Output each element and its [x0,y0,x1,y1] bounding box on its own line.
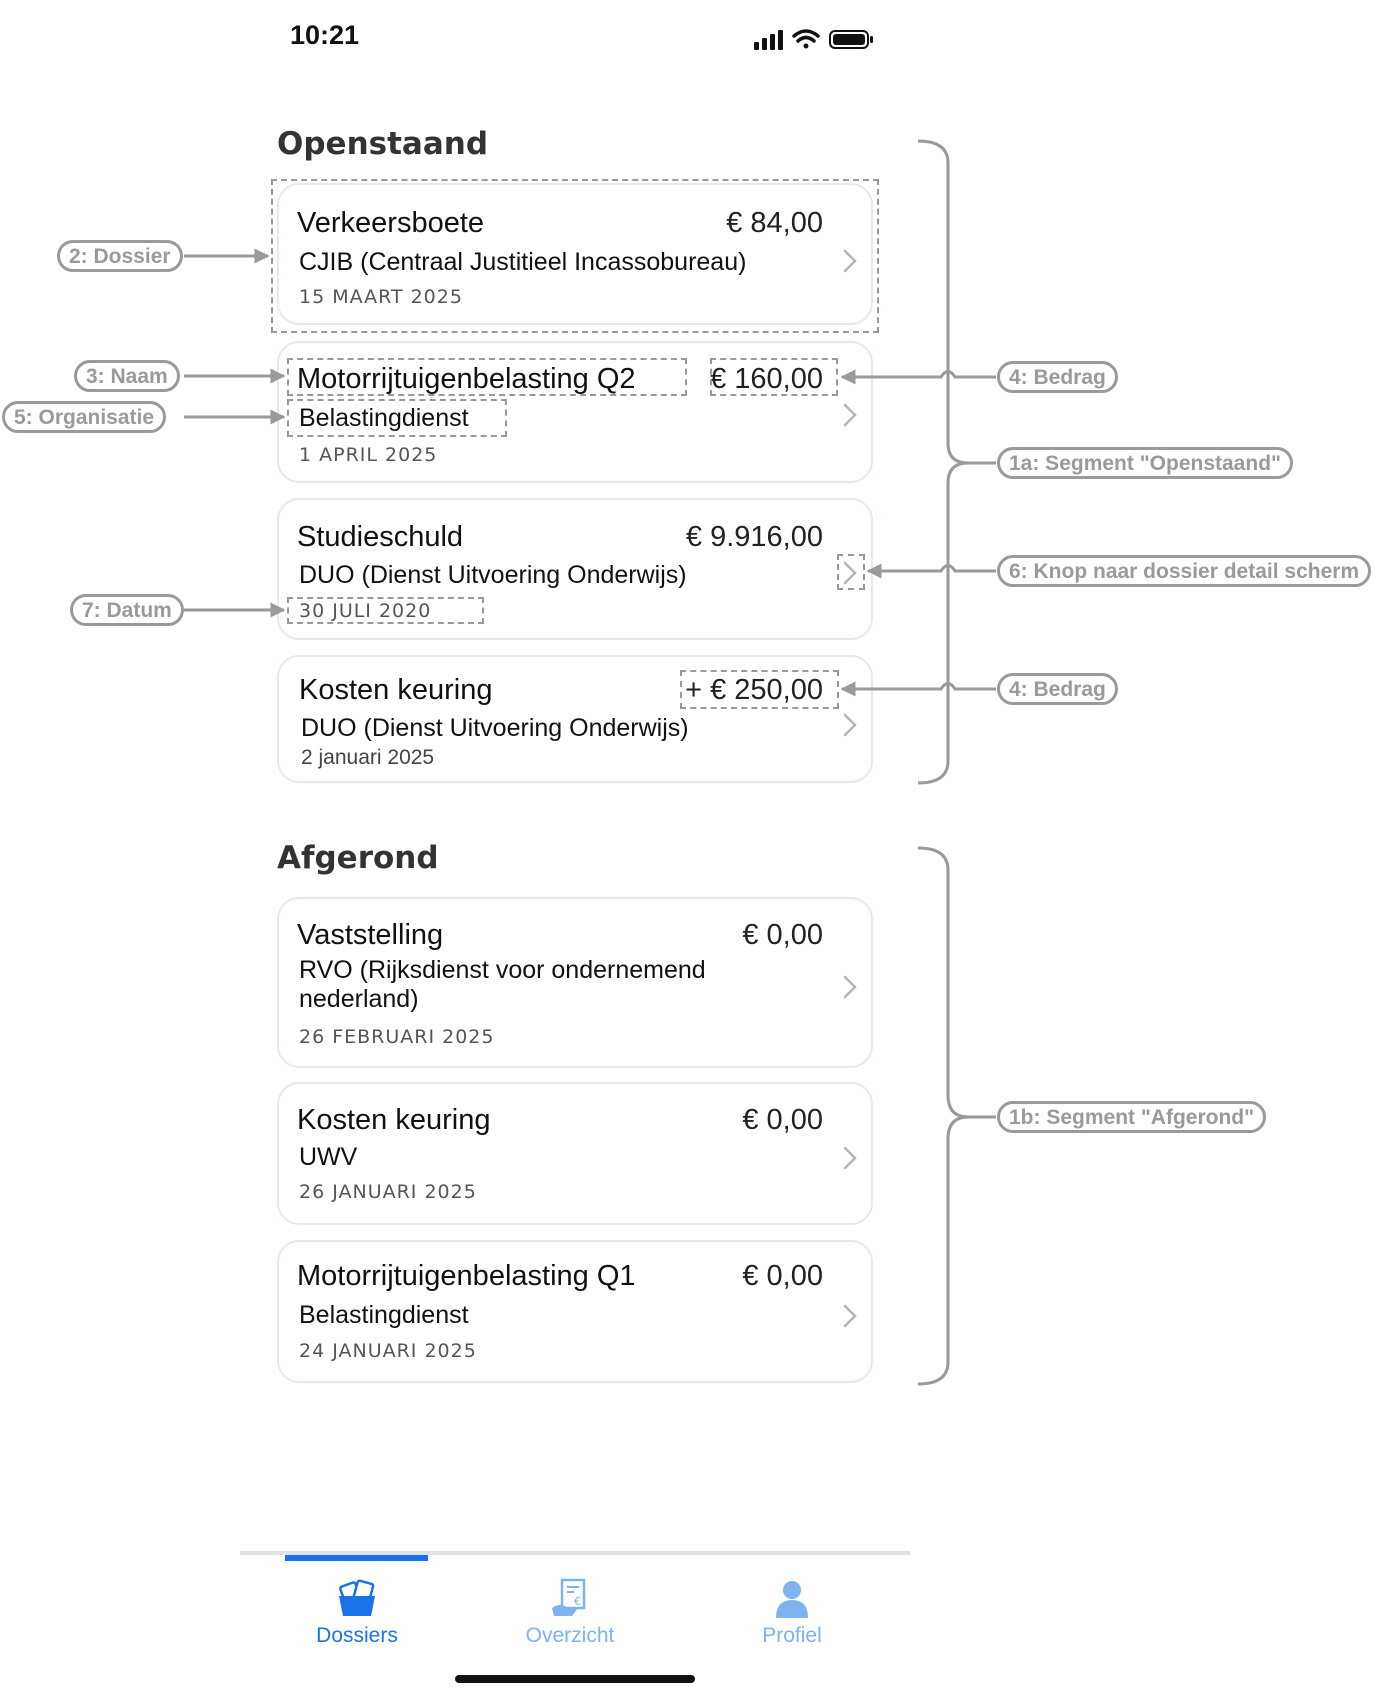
dossier-organisation: Belastingdienst [299,404,469,432]
annotation-box-organisatie [287,399,507,437]
tab-label: Profiel [762,1624,822,1647]
annotation-box-knop [837,554,865,590]
wifi-icon [794,31,818,49]
dossier-organisation: UWV [299,1143,358,1171]
dossier-organisation: DUO (Dienst Uitvoering Onderwijs) [301,714,689,742]
dossier-date: 1 APRIL 2025 [299,444,438,466]
annotation-box-naam [287,358,687,396]
annotation-box-dossier [271,179,879,333]
section-title-afgerond: Afgerond [277,840,439,876]
dossier-amount: € 160,00 [710,363,823,395]
dossier-date: 2 januari 2025 [301,746,435,769]
annotation-label-knop: 6: Knop naar dossier detail scherm [997,555,1371,587]
dossier-date: 24 JANUARI 2025 [299,1340,477,1362]
annotation-label-segment-afgerond: 1b: Segment "Afgerond" [997,1101,1266,1133]
annotation-label-datum: 7: Datum [70,594,184,626]
tab-active-indicator [285,1555,428,1561]
dossier-name: Studieschuld [297,521,464,553]
dossier-name: Verkeersboete [297,207,485,239]
dossiers-icon [335,1578,379,1618]
status-icons [752,26,882,52]
chevron-right-icon[interactable] [841,402,859,428]
dossier-amount: € 0,00 [742,919,823,951]
tab-dossiers[interactable] [267,1578,447,1648]
receipt-euro-icon [548,1578,592,1618]
dossier-date: 15 MAART 2025 [299,286,463,308]
dossier-organisation: RVO (Rijksdienst voor ondernemend nederland) [299,956,706,1013]
tab-label: Dossiers [316,1624,398,1647]
annotation-label-bedrag: 4: Bedrag [997,673,1118,705]
chevron-right-icon[interactable] [841,712,859,738]
chevron-right-icon[interactable] [841,974,859,1000]
annotation-box-bedrag [680,670,839,709]
section-title-openstaand: Openstaand [277,126,489,162]
dossier-amount: € 0,00 [742,1260,823,1292]
tab-overzicht[interactable] [480,1578,660,1648]
annotation-box-datum [287,597,484,624]
dossier-name: Kosten keuring [299,674,493,706]
dossier-organisation: DUO (Dienst Uitvoering Onderwijs) [299,561,687,589]
person-icon [770,1578,814,1618]
dossier-card[interactable] [277,1240,873,1383]
chevron-right-icon[interactable] [841,1303,859,1329]
annotation-label-dossier: 2: Dossier [57,240,183,272]
dossier-organisation: Belastingdienst [299,1301,469,1329]
battery-icon [830,31,873,48]
svg-text:€: € [574,1595,581,1608]
annotation-label-naam: 3: Naam [74,360,180,392]
annotation-box-bedrag [710,358,838,396]
dossier-date: 30 JULI 2020 [299,600,432,622]
signal-icon [754,30,783,50]
tab-label: Overzicht [525,1624,615,1647]
dossier-name: Vaststelling [297,919,444,951]
dossier-name: Motorrijtuigenbelasting Q2 [297,363,636,395]
dossier-name: Kosten keuring [297,1104,491,1136]
dossier-amount: + € 250,00 [685,674,823,706]
dossier-date: 26 FEBRUARI 2025 [299,1026,495,1048]
annotation-label-bedrag: 4: Bedrag [997,361,1118,393]
dossier-card[interactable] [277,1082,873,1225]
dossier-name: Motorrijtuigenbelasting Q1 [297,1260,636,1292]
dossier-date: 26 JANUARI 2025 [299,1181,477,1203]
chevron-right-icon[interactable] [841,1145,859,1171]
tab-profiel[interactable] [702,1578,882,1648]
annotation-label-segment-openstaand: 1a: Segment "Openstaand" [997,447,1293,479]
dossier-amount: € 9.916,00 [685,521,823,553]
annotation-label-organisatie: 5: Organisatie [2,401,166,433]
dossier-card[interactable] [277,897,873,1068]
home-indicator [455,1675,695,1683]
status-time: 10:21 [290,20,360,50]
dossier-amount: € 84,00 [726,207,823,239]
dossier-organisation: CJIB (Centraal Justitieel Incassobureau) [299,248,747,276]
dossier-amount: € 0,00 [742,1104,823,1136]
